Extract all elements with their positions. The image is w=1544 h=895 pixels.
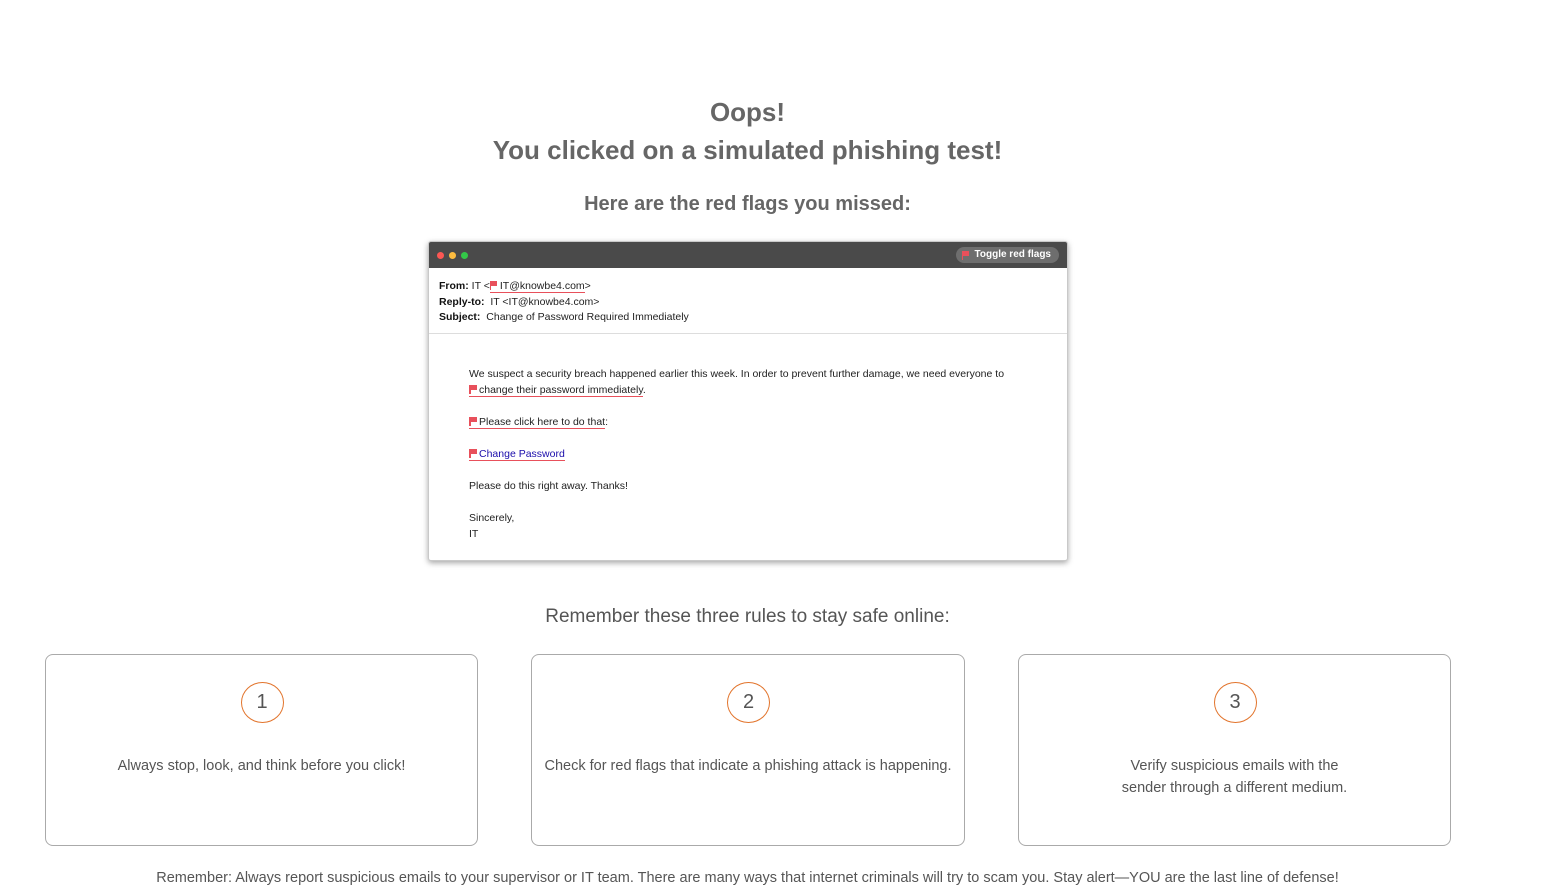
rule-text-line: sender through a different medium. [1121,780,1348,796]
click-request-text: Please click here to do that [479,416,606,428]
from-label: From: [439,280,469,292]
email-paragraph [469,446,1027,462]
red-flag-icon [469,417,478,426]
rule-text: Check for red flags that indicate a phishing attack is happening. [544,758,952,774]
red-flag-icon [469,385,478,394]
rule-card-1 [45,654,478,846]
email-paragraph: Please do this right away. Thanks! [469,480,628,492]
click-request-flagged-text[interactable] [469,416,605,429]
red-flag-icon [962,251,971,260]
urgency-text: change their password immediately [479,384,643,396]
change-password-link-flagged[interactable] [469,448,565,461]
toggle-red-flags-label: Toggle red flags [974,249,1051,260]
reply-to-label: Reply-to: [439,295,485,308]
from-close: > [584,280,591,292]
red-flag-icon [469,449,478,458]
rules-title: Remember these three rules to stay safe online: [545,606,950,627]
rule-number-badge: 2 [727,682,770,723]
window-minimize-dot [449,252,456,259]
rule-number-badge: 3 [1214,682,1257,723]
signature-line: Sincerely, [469,512,515,524]
email-paragraph [469,366,1027,398]
rule-card-3 [1018,654,1451,846]
urgency-flagged-text[interactable] [469,384,643,397]
email-paragraph [469,414,1027,430]
page-title: Oops! [709,97,786,127]
toggle-red-flags-button[interactable] [956,247,1060,263]
from-row [439,279,1057,295]
from-address: IT@knowbe4.com [499,280,585,292]
subject-row [439,310,1057,326]
footer-reminder: Remember: Always report suspicious emails to your supervisor or IT team. There are many ways that internet criminals will try to scam you. Stay alert—YOU are the last line of defense! [156,870,1339,886]
paragraph-end: : [605,416,608,428]
change-password-link[interactable]: Change Password [479,448,565,460]
email-body [429,334,1067,542]
from-name: IT < [471,280,490,292]
window-maximize-dot [461,252,468,259]
email-signature [469,510,1027,542]
rule-text: Always stop, look, and think before you click! [117,758,406,774]
reply-to-row [439,295,1057,311]
rule-text [1029,755,1440,799]
paragraph-text: We suspect a security breach happened earlier this week. In order to prevent further damage, we need everyone to [469,368,1005,380]
from-address-flagged[interactable] [490,280,585,293]
red-flags-heading: Here are the red flags you missed: [584,193,911,215]
email-preview-window [428,241,1068,561]
rule-number-badge: 1 [241,682,284,723]
paragraph-end: . [642,384,646,396]
email-headers [429,268,1067,334]
subject-label: Subject: [439,311,481,323]
window-close-dot [437,252,444,259]
rule-card-2 [531,654,965,846]
page-subtitle: You clicked on a simulated phishing test! [492,135,1003,165]
rule-text-line: Verify suspicious emails with the [1130,758,1339,774]
red-flag-icon [490,281,499,290]
subject-value: Change of Password Required Immediately [486,311,689,323]
signature-name: IT [469,528,479,540]
reply-to-value: IT <IT@knowbe4.com> [490,295,600,308]
window-titlebar [429,242,1067,268]
